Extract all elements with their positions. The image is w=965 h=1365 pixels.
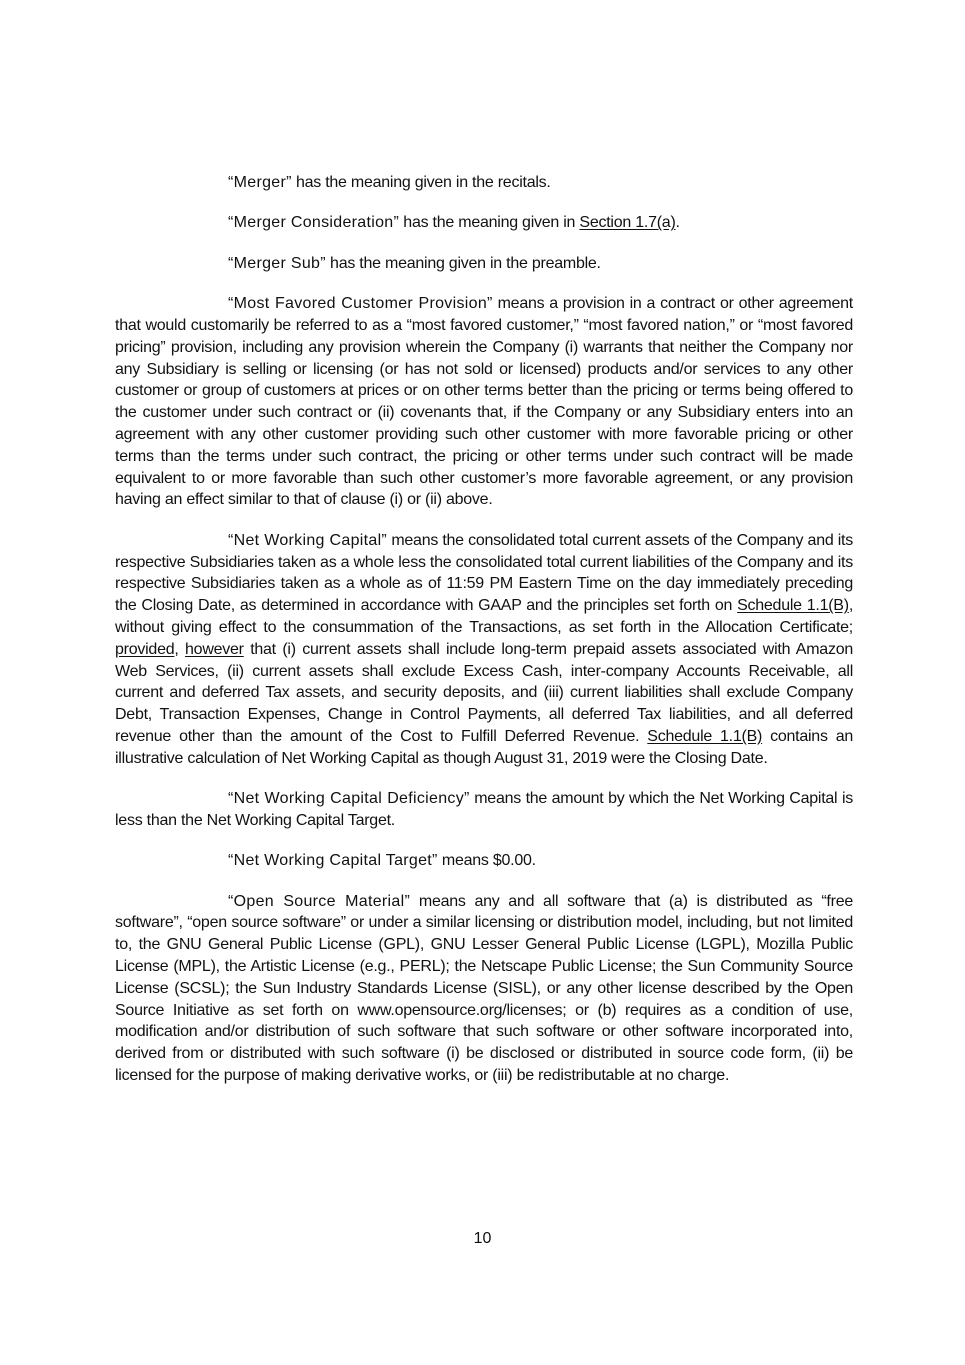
definition-merger-sub: [115, 253, 853, 275]
defined-term: “Net Working Capital Target”: [228, 852, 438, 870]
defined-term: “Open Source Material”: [228, 892, 411, 910]
definition-text: , without giving effect to the consummation of the Transactions, as set forth in the Allocation Certificate;: [115, 597, 854, 636]
definition-text: contains an illustrative calculation of Net Working Capital as though August 31, 2019 were the Closing Date.: [115, 727, 853, 767]
defined-term: “Most Favored Customer Provision”: [228, 295, 493, 313]
defined-term: “Net Working Capital”: [228, 531, 388, 549]
however-word: however: [185, 640, 244, 658]
schedule-reference: Schedule 1.1(B): [647, 727, 763, 745]
definition-most-favored-customer-provision: [115, 293, 853, 511]
definition-text: that (i) current assets shall include long-term prepaid assets associated with Amazon Web Services, (ii) current assets shall exclude Excess Cash, inter-company Accounts Receivable, all current and deferred Tax assets, and security deposits, and (iii) current liabilities shall exclude Company Debt, Transaction Expenses, Change in Control Payments, all deferred Tax liabilities, and all deferred revenue other than the amount of the Cost to Fulfill Deferred Revenue.: [115, 640, 854, 745]
definition-merger-consideration: [115, 212, 853, 234]
definition-text: has the meaning given in the recitals.: [291, 174, 551, 191]
definition-text: means $0.00.: [437, 852, 536, 870]
definition-text: means a provision in a contract or other agreement that would customarily be referred to as a “most favored customer,” “most favored nation,” or “most favored pricing” provision, including any provision wherein the Company (i) warrants that neither the Company nor any Subsidiary is selling or licensing (or has not sold or licensed) products and/or services to any other customer or group of customers at prices or on other terms better than the pricing or terms being offered to the customer under such contract or (ii) covenants that, if the Company or any Subsidiary enters into an agreement with any other customer providing such other customer with more favorable pricing or other terms than the terms under such contract, the pricing or other terms under such contract will be made equivalent to or more favorable than such other customer’s more favorable agreement, or any provision having an effect similar to that of clause (i) or (ii) above.: [115, 295, 853, 509]
definition-text-end: .: [675, 214, 680, 232]
defined-term: “Net Working Capital Deficiency”: [228, 790, 470, 808]
defined-term: “Merger Consideration”: [228, 214, 400, 232]
defined-term: “Merger Sub”: [228, 254, 326, 272]
definition-net-working-capital: [115, 530, 853, 770]
definition-text: means any and all software that (a) is distributed as “free software”, “open source software” or under a similar licensing or distribution model, including, but not limited to, the GNU General Public License (GPL), GNU Lesser General Public License (LGPL), Mozilla Public License (MPL), the Artistic License (e.g., PERL); the Netscape Public License; the Sun Community Source License (SCSL); the Sun Industry Standards License (SISL), or any other license described by the Open Source Initiative as set forth on www.opensource.org/licenses; or (b) requires as a condition of use, modification and/or distribution of such software that such software or other software incorporated into, derived from or distributed with such software (i) be disclosed or distributed in source code form, (ii) be licensed for the purpose of making derivative works, or (iii) be redistributable at no charge.: [115, 892, 853, 1085]
definition-net-working-capital-deficiency: [115, 788, 853, 832]
defined-term: “Merger”: [228, 174, 292, 191]
section-reference: Section 1.7(a): [579, 214, 676, 232]
definition-merger: [115, 172, 853, 194]
provided-word: provided: [115, 640, 175, 658]
comma: ,: [174, 640, 186, 658]
definition-text: means the amount by which the Net Working Capital is less than the Net Working Capital Target.: [115, 790, 853, 829]
document-body: [115, 172, 853, 1105]
schedule-reference: Schedule 1.1(B): [737, 597, 849, 615]
page-number: 10: [473, 1230, 492, 1247]
definition-text: has the meaning given in: [399, 214, 580, 232]
definition-net-working-capital-target: [115, 850, 853, 872]
definition-text: means the consolidated total current assets of the Company and its respective Subsidiaries taken as a whole less the consolidated total current liabilities of the Company and its respective Subsidiaries taken as a whole as of 11:59 PM Eastern Time on the day immediately preceding the Closing Date, as determined in accordance with GAAP and the principles set forth on: [115, 531, 853, 615]
definition-open-source-material: [115, 891, 853, 1087]
definition-text: has the meaning given in the preamble.: [325, 254, 601, 272]
